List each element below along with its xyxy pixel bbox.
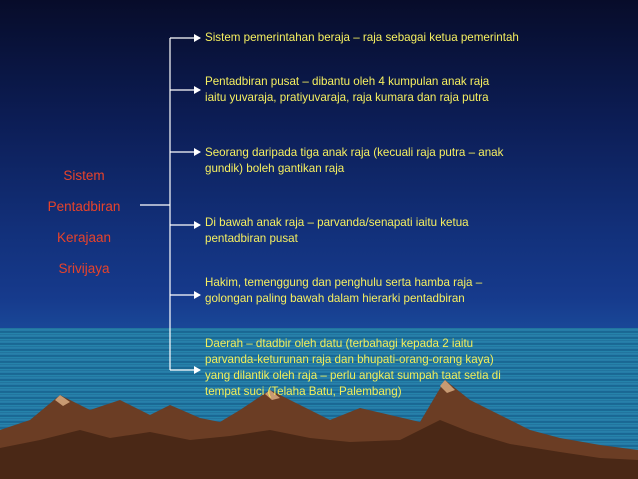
item-line: Hakim, temenggung dan penghulu serta hamba raja – xyxy=(205,276,483,289)
item-line: golongan paling bawah dalam hierarki pentadbiran xyxy=(205,292,465,305)
item-line: parvanda-keturunan raja dan bhupati-orang-orang kaya) xyxy=(205,353,494,366)
diagram-item xyxy=(205,215,625,247)
item-line: Seorang daripada tiga anak raja (kecuali raja putra – anak xyxy=(205,146,504,159)
diagram-item xyxy=(205,30,625,46)
diagram-item xyxy=(205,145,625,177)
root-label-line: Pentadbiran xyxy=(47,199,121,214)
diagram-item xyxy=(205,74,625,106)
item-line: yang dilantik oleh raja – perlu angkat sumpah taat setia di xyxy=(205,369,501,382)
item-line: Sistem pemerintahan beraja – raja sebagai ketua pemerintah xyxy=(205,31,519,44)
item-line: Pentadbiran pusat – dibantu oleh 4 kumpulan anak raja xyxy=(205,75,490,88)
item-line: Di bawah anak raja – parvanda/senapati iaitu ketua xyxy=(205,216,469,229)
item-line: tempat suci (Telaha Batu, Palembang) xyxy=(205,385,402,398)
item-line: pentadbiran pusat xyxy=(205,232,298,245)
diagram-item xyxy=(205,336,625,400)
root-label-line: Srivijaya xyxy=(58,261,110,276)
root-label-line: Sistem xyxy=(63,168,105,183)
item-line: Daerah – dtadbir oleh datu (terbahagi kepada 2 iaitu xyxy=(205,337,474,350)
item-line: iaitu yuvaraja, pratiyuvaraja, raja kumara dan raja putra xyxy=(205,91,489,104)
item-line: gundik) boleh gantikan raja xyxy=(205,162,345,175)
root-label xyxy=(36,160,132,284)
diagram-item xyxy=(205,275,625,307)
root-label-line: Kerajaan xyxy=(56,230,112,245)
